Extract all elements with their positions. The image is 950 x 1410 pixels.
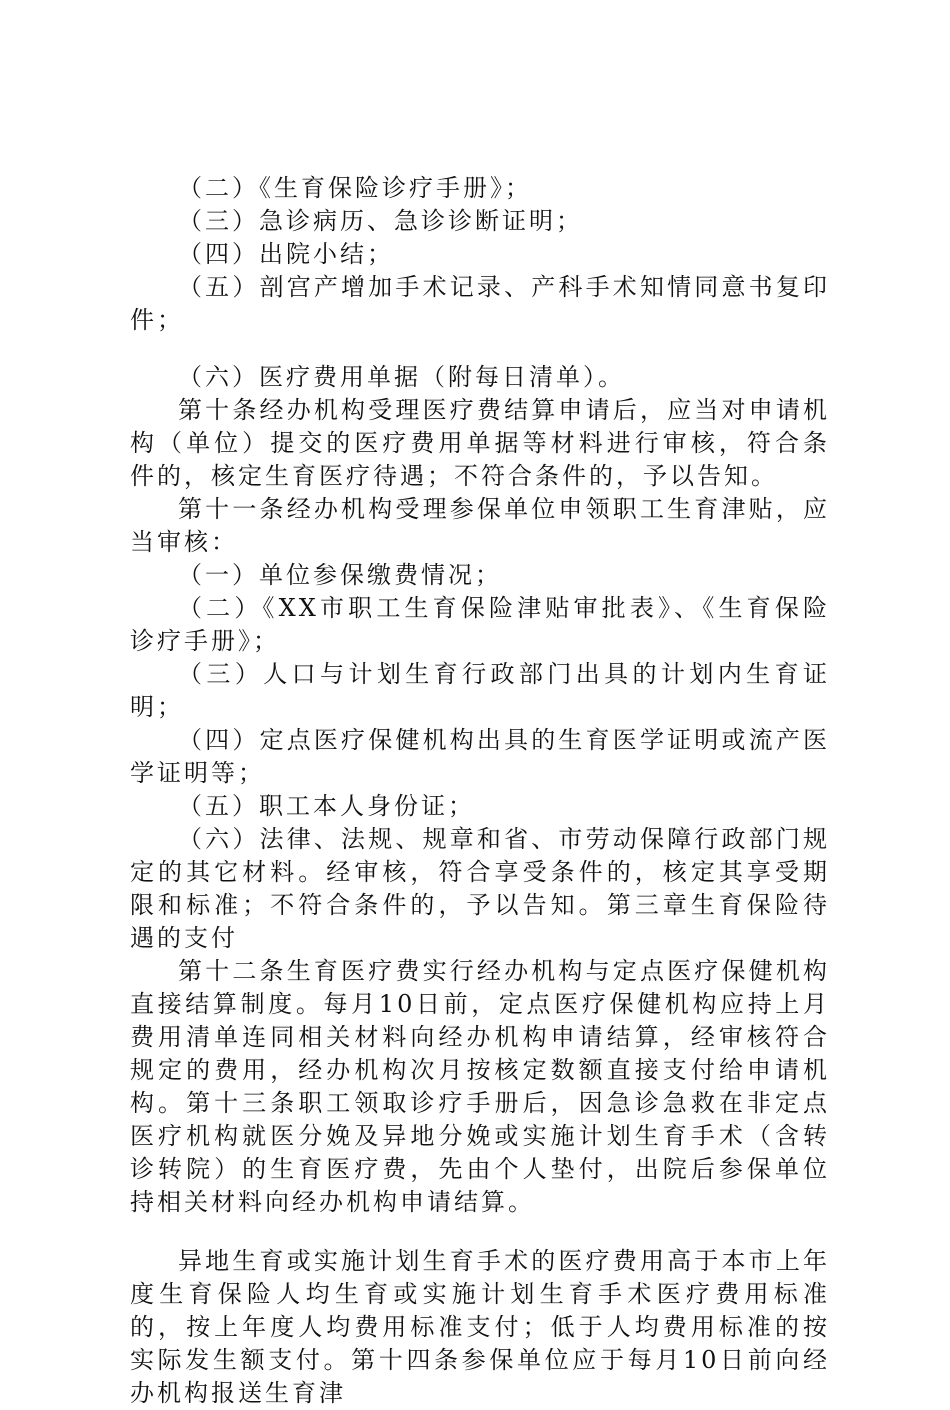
article-11-item-3: （三）人口与计划生育行政部门出具的计划内生育证明；	[130, 660, 830, 721]
article-11-item-5: （五）职工本人身份证；	[178, 792, 475, 820]
article-12-13: 第十二条生育医疗费实行经办机构与定点医疗保健机构直接结算制度。每月10日前，定点医疗保健机构应持上月费用清单连同相关材料向经办机构申请结算，经审核符合规定的费用，经办机构次月按核定数额直接支付给申请机构。第十三条职工领取诊疗手册后，因急诊急救在非定点医疗机构就医分娩及异地分娩或实施计划生育手术（含转诊转院）的生育医疗费，先由个人垫付，出院后参保单位持相关材料向经办机构申请结算。	[130, 957, 830, 1216]
article-11-item-4: （四）定点医疗保健机构出具的生育医学证明或流产医学证明等；	[130, 726, 830, 787]
article-11: 第十一条经办机构受理参保单位申领职工生育津贴，应当审核：	[130, 495, 830, 556]
document-body	[130, 172, 830, 1410]
article-11-item-6: （六）法律、法规、规章和省、市劳动保障行政部门规定的其它材料。经审核，符合享受条件的，核定其享受期限和标准；不符合条件的，予以告知。第三章生育保险待遇的支付	[130, 825, 830, 952]
paragraph-item-2: （二）《生育保险诊疗手册》；	[178, 174, 532, 202]
paragraph-item-3: （三）急诊病历、急诊诊断证明；	[178, 207, 583, 235]
article-11-item-2: （二）《XX市职工生育保险津贴审批表》、《生育保险诊疗手册》；	[130, 594, 830, 655]
paragraph-item-4: （四）出院小结；	[178, 240, 394, 268]
article-11-item-1: （一）单位参保缴费情况；	[178, 561, 502, 589]
article-13-14: 异地生育或实施计划生育手术的医疗费用高于本市上年度生育保险人均生育或实施计划生育手术医疗费用标准的，按上年度人均费用标准支付；低于人均费用标准的按实际发生额支付。第十四条参保单位应于每月10日前向经办机构报送生育津	[130, 1247, 830, 1407]
paragraph-item-6: （六）医疗费用单据（附每日清单）。	[178, 363, 625, 391]
article-10: 第十条经办机构受理医疗费结算申请后，应当对申请机构（单位）提交的医疗费用单据等材料进行审核，符合条件的，核定生育医疗待遇；不符合条件的，予以告知。	[130, 396, 830, 490]
paragraph-item-5: （五）剖宫产增加手术记录、产科手术知情同意书复印件；	[130, 273, 830, 334]
